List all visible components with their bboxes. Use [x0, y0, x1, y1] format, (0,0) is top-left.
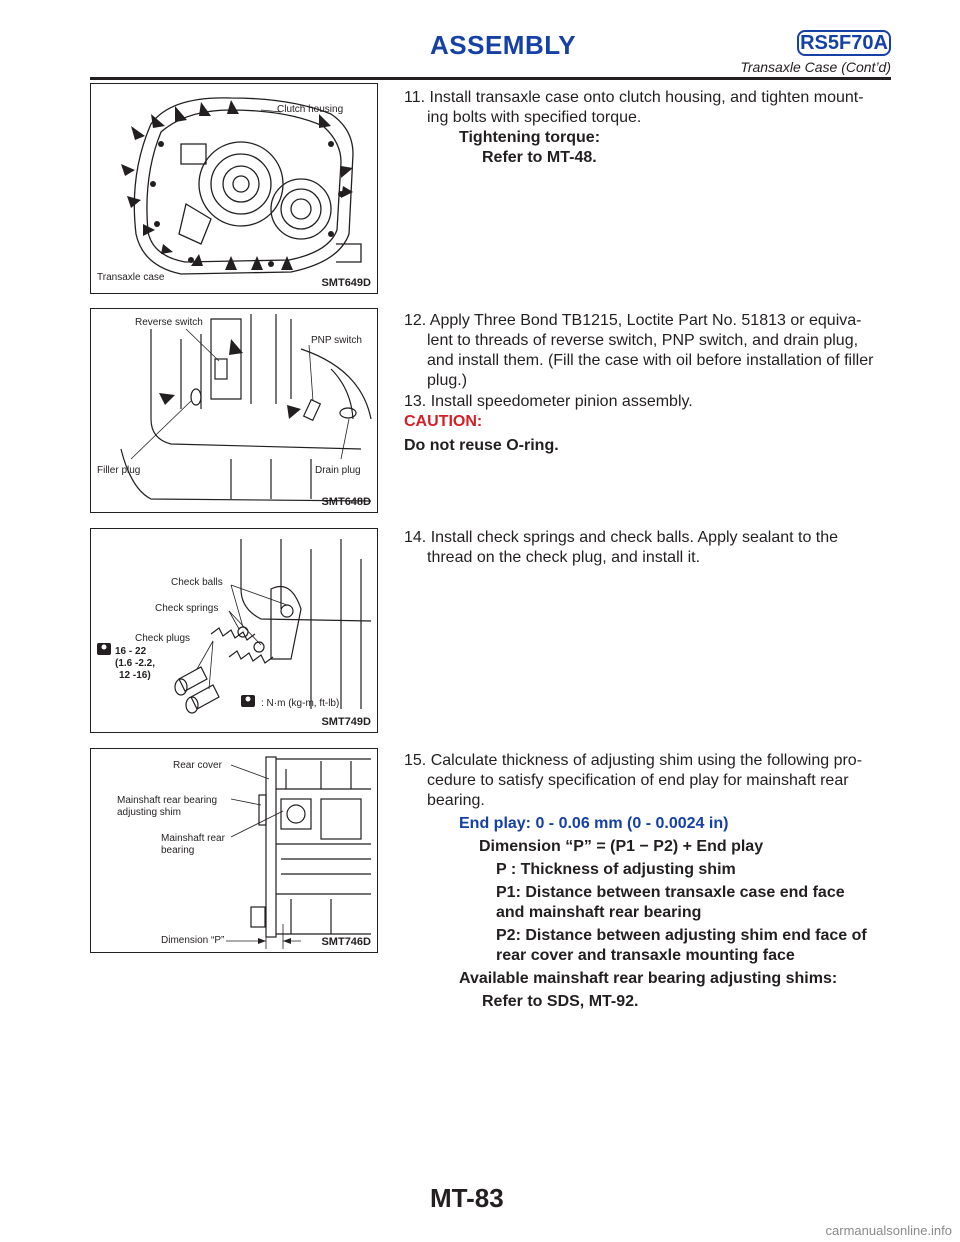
dimension-formula: Dimension “P” = (P1 − P2) + End play [479, 838, 764, 855]
section-subtitle: Transaxle Case (Cont’d) [740, 59, 891, 75]
label-shim-line2: adjusting shim [117, 807, 181, 818]
label-clutch-housing: Clutch housing [277, 104, 344, 115]
torque-unit-legend: : N·m (kg-m, ft-lb) [261, 698, 340, 709]
step-12-line4: plug.) [427, 372, 468, 389]
label-bearing-line1: Mainshaft rear [161, 833, 225, 844]
label-pnp-switch: PNP switch [311, 335, 362, 346]
figure-code: SMT749D [321, 716, 371, 728]
step-11-line1: 11. Install transaxle case onto clutch housing, and tighten mount- [404, 89, 864, 106]
label-drain-plug: Drain plug [315, 465, 361, 476]
def-p1-line1: P1: Distance between transaxle case end face [496, 884, 845, 901]
label-dimension-p: Dimension “P” [161, 935, 225, 946]
figure-check-springs [90, 528, 378, 733]
watermark: carmanualsonline.info [825, 1223, 952, 1238]
step-15 [404, 751, 891, 1012]
caution-heading: CAUTION: [404, 413, 483, 430]
label-check-balls: Check balls [171, 577, 223, 588]
step-14-line2: thread on the check plug, and install it. [427, 549, 701, 566]
step-11-line2: ing bolts with specified torque. [427, 109, 642, 126]
section-title: ASSEMBLY [430, 30, 577, 60]
figure-switches-plugs [90, 308, 378, 513]
figure-code: SMT649D [321, 277, 371, 289]
label-filler-plug: Filler plug [97, 465, 141, 476]
step-12 [404, 311, 891, 456]
def-p2-line1: P2: Distance between adjusting shim end face of [496, 927, 867, 944]
figure-code: SMT648D [321, 496, 371, 508]
step-11 [404, 88, 891, 168]
model-badge: RS5F70A [797, 30, 891, 56]
page-number: MT-83 [430, 1183, 504, 1213]
step-14-line1: 14. Install check springs and check balls. Apply sealant to the [404, 529, 839, 546]
transaxle-case-illustration [91, 84, 379, 295]
label-shim-line1: Mainshaft rear bearing [117, 795, 218, 806]
label-rear-cover: Rear cover [173, 760, 222, 771]
torque-value-ftlb: 12 -16) [119, 670, 151, 681]
label-check-springs: Check springs [155, 603, 219, 614]
adjusting-shim-illustration [91, 749, 379, 954]
figure-transaxle-case [90, 83, 378, 294]
step-15-line3: bearing. [427, 792, 485, 809]
def-p1-line2: and mainshaft rear bearing [496, 904, 702, 921]
figure-adjusting-shim [90, 748, 378, 953]
step-12-line1: 12. Apply Three Bond TB1215, Loctite Part No. 51813 or equiva- [404, 312, 862, 329]
step-14 [404, 528, 891, 568]
label-check-plugs: Check plugs [135, 633, 191, 644]
step-15-line1: 15. Calculate thickness of adjusting shim using the following pro- [404, 752, 863, 769]
step-12-line2: lent to threads of reverse switch, PNP switch, and drain plug, [427, 332, 859, 349]
torque-value-nm: 16 - 22 [115, 646, 147, 657]
available-shims-ref: Refer to SDS, MT-92. [482, 993, 639, 1010]
def-p: P : Thickness of adjusting shim [496, 861, 736, 878]
step-15-line2: cedure to satisfy specification of end play for mainshaft rear [427, 772, 849, 789]
figure-code: SMT746D [321, 936, 371, 948]
available-shims-label: Available mainshaft rear bearing adjusting shims: [459, 970, 838, 987]
step-11-torque-ref: Refer to MT-48. [482, 149, 597, 166]
header-rule [90, 77, 891, 80]
torque-value-kgm: (1.6 -2.2, [115, 658, 156, 669]
step-13-line1: 13. Install speedometer pinion assembly. [404, 393, 693, 410]
label-bearing-line2: bearing [161, 845, 195, 856]
label-reverse-switch: Reverse switch [135, 317, 203, 328]
def-p2-line2: rear cover and transaxle mounting face [496, 947, 795, 964]
step-12-line3: and install them. (Fill the case with oil before installation of filler [427, 352, 874, 369]
caution-text: Do not reuse O-ring. [404, 437, 559, 454]
label-transaxle-case: Transaxle case [97, 272, 165, 283]
end-play-spec: End play: 0 - 0.06 mm (0 - 0.0024 in) [459, 815, 729, 832]
step-11-torque-label: Tightening torque: [459, 129, 601, 146]
